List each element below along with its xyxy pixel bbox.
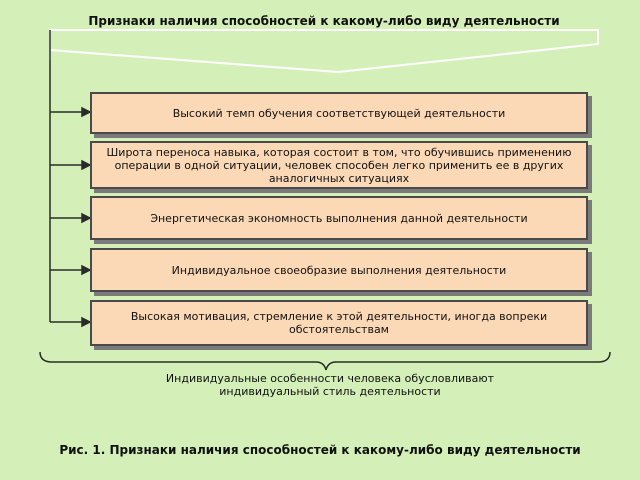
figure-caption: Рис. 1. Признаки наличия способностей к какому-либо виду деятельности <box>59 443 581 457</box>
arrowhead-3 <box>82 214 90 222</box>
arrows <box>50 108 90 326</box>
arrowhead-1 <box>82 108 90 116</box>
sign-box-1: Высокий темп обучения соответствующей деятельности <box>90 92 588 134</box>
header-frame <box>50 30 598 72</box>
sign-box-4: Индивидуальное своеобразие выполнения деятельности <box>90 248 588 292</box>
conclusion-text: Индивидуальные особенности человека обусловливают индивидуальный стиль деятельности <box>165 372 495 398</box>
sign-box-5: Высокая мотивация, стремление к этой деятельности, иногда вопреки обстоятельствам <box>90 300 588 346</box>
arrowhead-5 <box>82 318 90 326</box>
arrowhead-4 <box>82 266 90 274</box>
sign-box-3: Энергетическая экономность выполнения данной деятельности <box>90 196 588 240</box>
diagram-title: Признаки наличия способностей к какому-либо виду деятельности <box>88 14 560 28</box>
arrowhead-2 <box>82 161 90 169</box>
bottom-brace <box>40 352 610 370</box>
sign-box-2: Широта переноса навыка, которая состоит в том, что обучившись применению операции в одной ситуации, человек способен легко применить ее в других аналогичных ситуациях <box>90 141 588 189</box>
